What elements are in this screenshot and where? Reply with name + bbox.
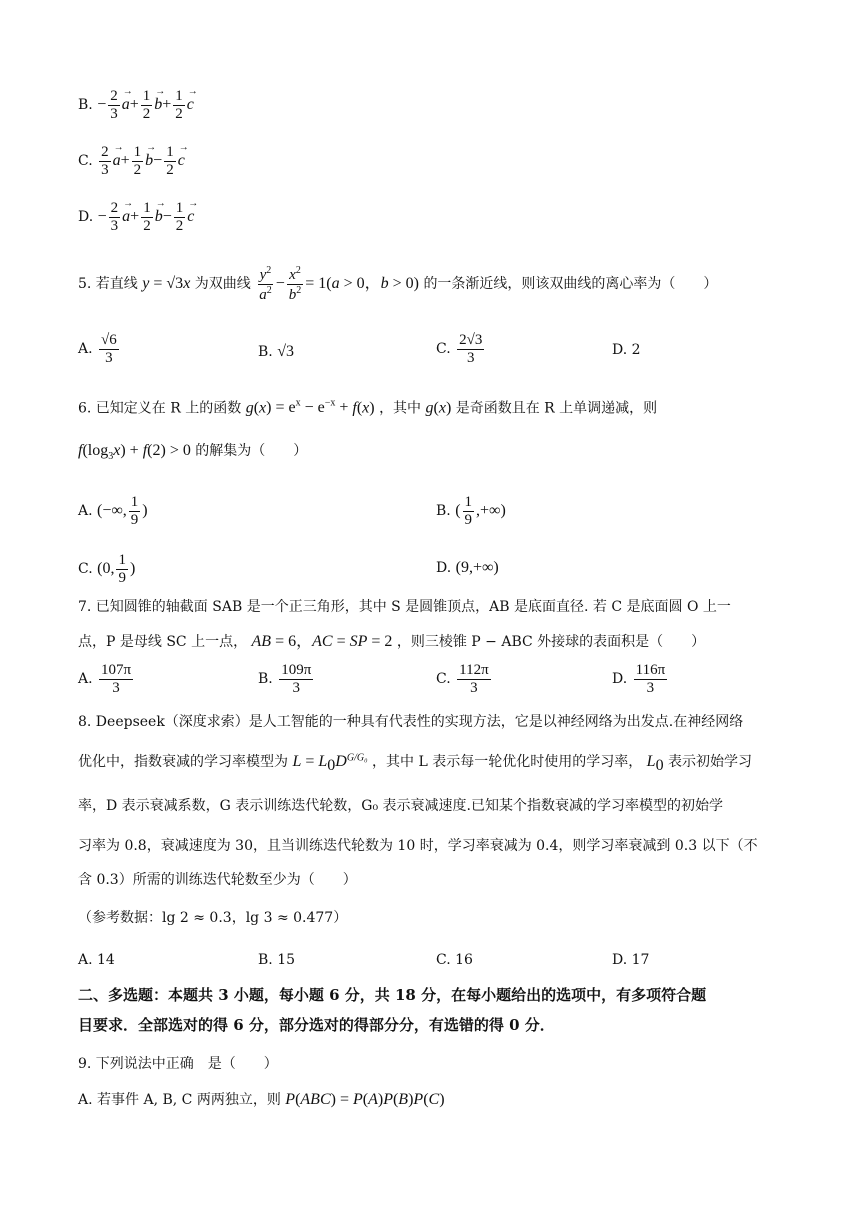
q5-middle: 为双曲线 bbox=[194, 276, 251, 292]
option-label: A. bbox=[78, 671, 93, 687]
q7-suffix: ，则三棱锥 P − ABC 外接球的表面积是（ ） bbox=[396, 634, 706, 650]
option-label: C. bbox=[78, 561, 93, 577]
q8-option-d: D. 17 bbox=[612, 952, 650, 968]
option-label: B. bbox=[258, 344, 273, 360]
q6-option-c: C. (0, $\frac{1}{9}$ ) bbox=[78, 552, 136, 586]
option-label: A. bbox=[78, 341, 93, 357]
q7-den: 3 bbox=[292, 679, 300, 696]
q7-option-d bbox=[612, 662, 669, 696]
q4-option-b: B. − $\frac{2}{3}$ → a+ $\frac{1}{2}$ → b+ $\frac{1}{2}$ → c bbox=[78, 88, 194, 122]
q8-reference: （参考数据：lg 2 ≈ 0.3，lg 3 ≈ 0.477） bbox=[78, 910, 348, 926]
q6-stem-line2: $f(\log_3x) + f(2) > 0$ 的解集为（ ） bbox=[78, 442, 308, 463]
q7-option-a bbox=[78, 662, 135, 696]
q7-value-b: 109π bbox=[281, 662, 312, 678]
q9-stem: 9. 下列说法中正确 是（ ） bbox=[78, 1056, 278, 1072]
option-label: C. bbox=[78, 153, 93, 169]
q5-prefix: 5. 若直线 bbox=[78, 276, 138, 292]
option-label: A. bbox=[78, 503, 93, 519]
q7-value-c: 112π bbox=[459, 662, 489, 678]
section2-heading-line2: 目要求．全部选对的得 6 分，部分选对的得部分分，有选错的得 0 分． bbox=[78, 1016, 555, 1034]
q7-den: 3 bbox=[112, 679, 120, 696]
option-label: D. bbox=[612, 671, 628, 687]
section2-heading-line1: 二、多选题：本题共 3 小题，每小题 6 分，共 18 分，在每小题给出的选项中，有多项符合题 bbox=[78, 986, 707, 1004]
q8-option-a: A. 14 bbox=[78, 952, 115, 968]
option-label: B. bbox=[78, 97, 93, 113]
q7-option-b bbox=[258, 662, 315, 696]
q6-prefix: 6. 已知定义在 R 上的函数 bbox=[78, 400, 242, 417]
option-label: B. bbox=[258, 671, 273, 687]
q8-end: 表示初始学习 bbox=[668, 754, 753, 770]
q5-option-b: B. √3 bbox=[258, 343, 294, 360]
q6-option-d: D. (9,+∞) bbox=[436, 559, 499, 576]
q7-option-c bbox=[436, 662, 493, 696]
q5-option-d bbox=[612, 342, 641, 359]
q6-option-a: A. (−∞, $\frac{1}{9}$ ) bbox=[78, 494, 148, 528]
q7-prefix: 点，P 是母线 SC 上一点， bbox=[78, 634, 248, 650]
q8-option-c: C. 16 bbox=[436, 952, 473, 968]
q4-option-c: C. $\frac{2}{3}$ → a+ $\frac{1}{2}$ → b− $\frac{1}{2}$ → c bbox=[78, 144, 185, 178]
option-label: C. bbox=[436, 341, 451, 357]
option-label: D. bbox=[436, 560, 452, 576]
q8-stem-line4: 习率为 0.8，衰减速度为 30，且当训练迭代轮数为 10 时，学习率衰减为 0.4，则学习率衰减到 0.3 以下（不 bbox=[78, 838, 758, 854]
q8-stem-line1: 8. Deepseek（深度求索）是人工智能的一种具有代表性的实现方法，它是以神经网络为出发点.在神经网络 bbox=[78, 714, 744, 730]
q8-prefix: 优化中，指数衰减的学习率模型为 bbox=[78, 754, 288, 770]
q5-stem: 5. 若直线 y = √3x 为双曲线 $\frac{y^2}{a^2}$ − $\frac{x^2}{b^2}$ = 1(a > 0，b > 0) 的一条渐近线，则该双曲线的离心率为（ ） bbox=[78, 265, 718, 303]
option-label: D. bbox=[78, 209, 94, 225]
q7-value-a: 107π bbox=[101, 662, 132, 678]
q9-a-prefix: A. 若事件 A, B, C 两两独立，则 bbox=[78, 1092, 281, 1108]
option-label: C. bbox=[436, 671, 451, 687]
q7-stem-line2: 点，P 是母线 SC 上一点， AB = 6，AC = SP = 2 ，则三棱锥 P − ABC 外接球的表面积是（ ） bbox=[78, 633, 706, 650]
q8-stem-line3: 率，D 表示衰减系数，G 表示训练迭代轮数，G₀ 表示衰减速度.已知某个指数衰减的学习率模型的初始学 bbox=[78, 798, 724, 814]
q5-option-c: C. $\frac{2√3}{3}$ bbox=[436, 332, 483, 366]
q6-line2-suffix: 的解集为（ ） bbox=[195, 443, 308, 459]
q7-den: 3 bbox=[646, 679, 655, 696]
q8-stem-line5: 含 0.3）所需的训练迭代轮数至少为（ ） bbox=[78, 872, 357, 888]
q7-stem-line1: 7. 已知圆锥的轴截面 SAB 是一个正三角形，其中 S 是圆锥顶点，AB 是底面直径. 若 C 是底面圆 O 上一 bbox=[78, 599, 731, 615]
q5-option-a: A. $\frac{√6}{3}$ bbox=[78, 332, 117, 366]
q5-suffix: 的一条渐近线，则该双曲线的离心率为（ ） bbox=[423, 276, 718, 292]
q8-stem-line2: 优化中，指数衰减的学习率模型为 $L = L_0D^{G/G_0}$ ，其中 L 表示每一轮优化时使用的学习率， $L_0$ 表示初始学习 bbox=[78, 752, 753, 774]
q7-value-d: 116π bbox=[635, 662, 666, 678]
q9-option-a: A. 若事件 A, B, C 两两独立，则 P(ABC) = P(A)P(B)P(C) bbox=[78, 1091, 445, 1108]
q8-option-b: B. 15 bbox=[258, 952, 296, 968]
option-label: D. 2 bbox=[612, 342, 641, 358]
q4-option-d: D. − $\frac{2}{3}$ → a+ $\frac{1}{2}$ → b− $\frac{1}{2}$ → c bbox=[78, 200, 194, 234]
option-label: B. bbox=[436, 503, 451, 519]
q6-stem-line1: 6. 已知定义在 R 上的函数 $g(x) = e^x - e^{-x} + f(x)$ ，其中 g(x) 是奇函数且在 R 上单调递减，则 bbox=[78, 398, 658, 417]
q7-den: 3 bbox=[470, 679, 478, 696]
q8-suffix: ，其中 L 表示每一轮优化时使用的学习率， bbox=[372, 754, 643, 770]
q6-option-b: B. ( $\frac{1}{9}$ ,+∞) bbox=[436, 494, 506, 528]
q6-mid: ，其中 bbox=[379, 400, 422, 417]
q6-suffix: 是奇函数且在 R 上单调递减，则 bbox=[455, 400, 658, 417]
